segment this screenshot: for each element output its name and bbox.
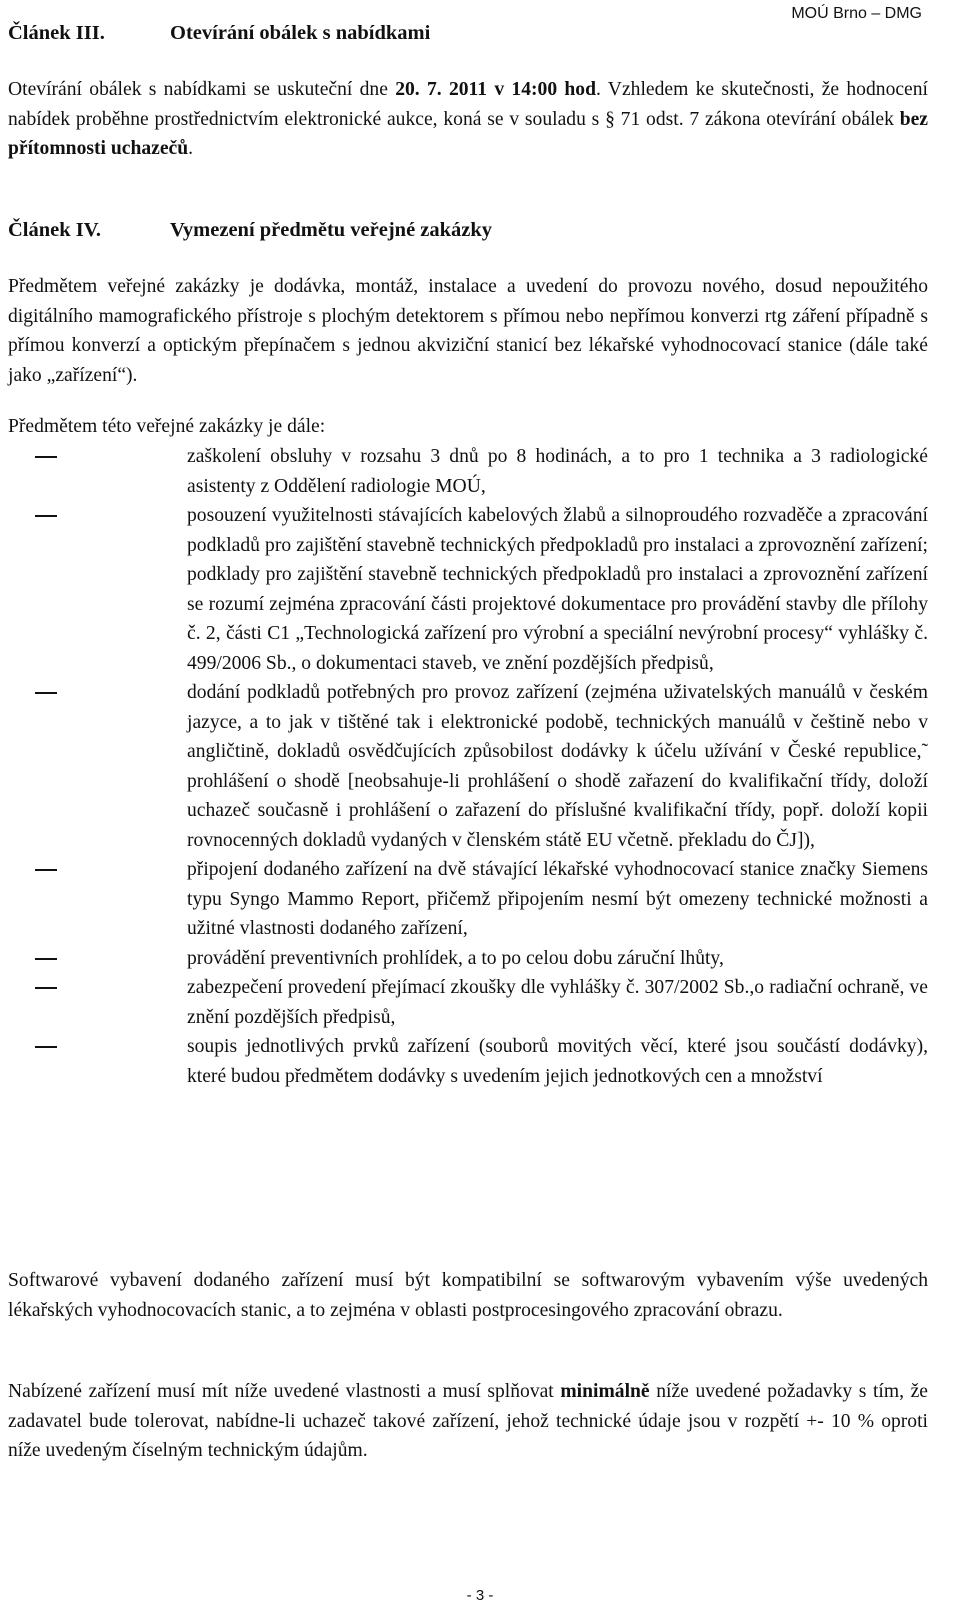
dash-bullet-icon [35, 692, 57, 694]
list-item-text: posouzení využitelnosti stávajících kabelových žlabů a silnoproudého rozvaděče a zpracování podkladů pro zajištění stavebně technických předpokladů pro instalaci a zprovoznění zařízení; podklady pro zajištění stavebně technických předpokladů pro instalaci a zprovoznění zařízení se rozumí zejména zpracování části projektové dokumentace pro provádění stavby dle přílohy č. 2, části C1 „Technologická zařízení pro výrobní a speciální nevýrobní procesy“ vyhlášky č. 499/2006 Sb., o dokumentaci staveb, ve znění pozdějších předpisů, [187, 505, 928, 674]
article-4-paragraph-4 [8, 1377, 928, 1466]
bold-minimum: minimálně [560, 1381, 650, 1402]
article-3-paragraph [8, 75, 928, 164]
list-item [8, 855, 928, 944]
list-item-text: provádění preventivních prohlídek, a to po celou dobu záruční lhůty, [187, 947, 724, 969]
dash-bullet-icon [35, 1046, 57, 1048]
dash-bullet-icon [35, 987, 57, 989]
list-item [8, 442, 928, 501]
article-4-number: Článek IV. [8, 219, 102, 241]
list-item-text: soupis jednotlivých prvků zařízení (souborů movitých věcí, které jsou součástí dodávky), které budou předmětem dodávky s uvedením jejich jednotkových cen a množství [187, 1036, 928, 1087]
text-run: . Vzhledem ke skutečnosti, že hodnocení nabídek proběhne prostřednictvím elektronické aukce, koná se v souladu s § 71 odst. 7 zákona otevírání obálek [8, 79, 928, 130]
dash-bullet-icon [35, 456, 57, 458]
article-4-heading [8, 217, 492, 243]
article-4-paragraph-1: Předmětem veřejné zakázky je dodávka, montáž, instalace a uvedení do provozu nového, dosud nepoužitého digitálního mamografického přístroje s plochým detektorem s přímou nebo nepřímou konverzi rtg záření případně s přímou konverzí a optickým přepínačem s jednou akviziční stanicí bez lékařské vyhodnocovací stanice (dále také jako „zařízení“). [8, 276, 928, 386]
article-4-title: Vymezení předmětu veřejné zakázky [170, 219, 493, 241]
dash-bullet-icon [35, 869, 57, 871]
text-run: níže uvedené požadavky s tím, že zadavatel bude tolerovat, nabídne-li uchazeč takové zařízení, jehož technické údaje jsou v rozpětí +- 10 % oproti níže uvedeným číselným technickým údajům. [8, 1381, 929, 1461]
article-3-number: Článek III. [8, 22, 105, 44]
list-item-text: připojení dodaného zařízení na dvě stávající lékařské vyhodnocovací stanice značky Siemens typu Syngo Mammo Report, přičemž připojením nesmí být omezeny technické možnosti a užitné vlastnosti dodaného zařízení, [187, 859, 928, 939]
list-item [8, 1032, 928, 1091]
page-number: - 3 - [466, 1587, 494, 1604]
article-4-paragraph-3: Softwarové vybavení dodaného zařízení musí být kompatibilní se softwarovým vybavením výše uvedených lékařských vyhodnocovacích stanic, a to zejména v oblasti postprocesingového zpracování obrazu. [8, 1270, 928, 1321]
header-org: MOÚ Brno – DMG [791, 5, 922, 22]
list-item-text: dodání podkladů potřebných pro provoz zařízení (zejména uživatelských manuálů v českém jazyce, a to jak v tištěné tak i elektronické podobě, technických manuálů v češtině nebo v angličtině, dokladů osvědčujících způsobilost dodávky k účelu užívání v České republice,˜ prohlášení o shodě [neobsahuje-li prohlášení o shodě zařazení do kvalifikační třídy, doloží uchazeč současně i prohlášení o zařazení do příslušné kvalifikační třídy, popř. doloží kopii rovnocenných dokladů vydaných v členském státě EU včetně. překladu do ČJ]), [187, 682, 928, 851]
article-4-paragraph-2: Předmětem této veřejné zakázky je dále: [8, 416, 326, 437]
list-item [8, 678, 928, 855]
list-item-text: zaškolení obsluhy v rozsahu 3 dnů po 8 hodinách, a to pro 1 technika a 3 radiologické asistenty z Oddělení radiologie MOÚ, [187, 446, 928, 497]
scope-list [8, 442, 928, 1091]
list-item [8, 944, 928, 974]
text-run: Otevírání obálek s nabídkami se uskuteční dne [8, 79, 396, 100]
text-run: Nabízené zařízení musí mít níže uvedené vlastnosti a musí splňovat [8, 1381, 561, 1402]
bold-no-presence: bez přítomnosti uchazečů [8, 108, 928, 159]
list-item [8, 973, 928, 1032]
article-3-heading [8, 20, 430, 46]
article-3-title: Otevírání obálek s nabídkami [170, 22, 431, 44]
bold-date: 20. 7. 2011 v 14:00 hod [395, 79, 596, 100]
list-item [8, 501, 928, 678]
list-item-text: zabezpečení provedení přejímací zkoušky dle vyhlášky č. 307/2002 Sb.,o radiační ochraně, ve znění pozdějších předpisů, [187, 977, 928, 1028]
text-run: . [188, 138, 194, 159]
dash-bullet-icon [35, 958, 57, 960]
dash-bullet-icon [35, 515, 57, 517]
